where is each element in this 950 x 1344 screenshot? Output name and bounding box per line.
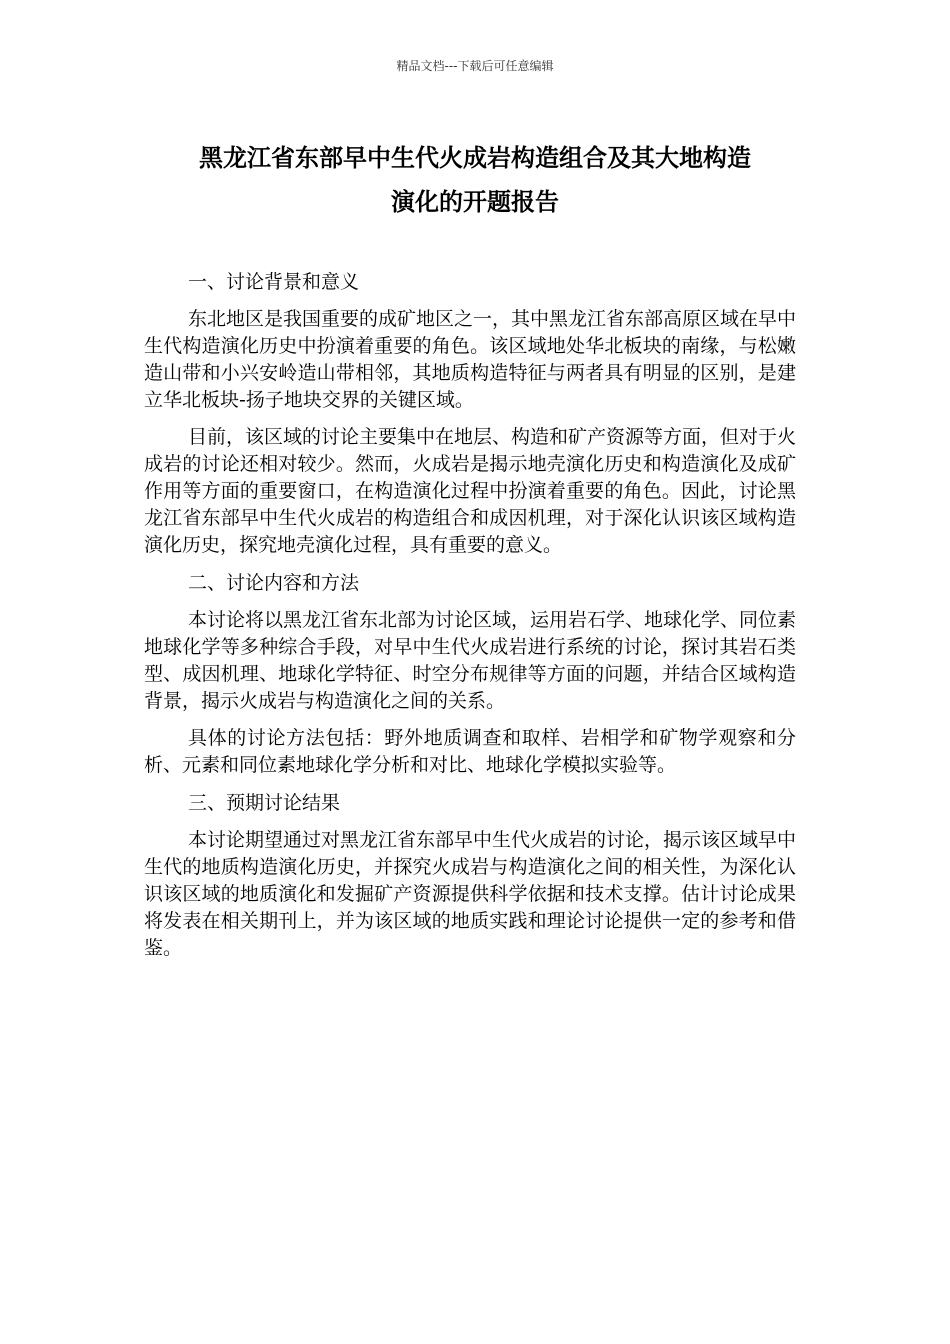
title-line-2: 演化的开题报告 — [391, 188, 559, 216]
paragraph: 东北地区是我国重要的成矿地区之一，其中黑龙江省东部高原区域在早中生代构造演化历史中扮演着重要的角色。该区域地处华北板块的南缘，与松嫩造山带和小兴安岭造山带相邻，其地质构造特征与两者具有明显的区别，是建立华北板块-扬子地块交界的关键区域。 — [144, 308, 797, 411]
header-note: 精品文档---下载后可任意编辑 — [396, 59, 554, 73]
paragraph: 具体的讨论方法包括：野外地质调查和取样、岩相学和矿物学观察和分析、元素和同位素地球化学分析和对比、地球化学模拟实验等。 — [144, 727, 796, 776]
title-line-1: 黑龙江省东部早中生代火成岩构造组合及其大地构造 — [199, 144, 751, 172]
document-title — [130, 136, 820, 224]
paragraph: 本讨论将以黑龙江省东北部为讨论区域，运用岩石学、地球化学、同位素地球化学等多种综合手段，对早中生代火成岩进行系统的讨论，探讨其岩石类型、成因机理、地球化学特征、时空分布规律等方面的问题，并结合区域构造背景，揭示火成岩与构造演化之间的关系。 — [144, 609, 797, 712]
paragraph: 本讨论期望通过对黑龙江省东部早中生代火成岩的讨论，揭示该区域早中生代的地质构造演化历史，并探究火成岩与构造演化之间的相关性，为深化认识该区域的地质演化和发掘矿产资源提供科学依据和技术支撑。估计讨论成果将发表在相关期刊上，并为该区域的地质实践和理论讨论提供一定的参考和借鉴。 — [144, 829, 797, 959]
section-heading-background: 一、讨论背景和意义 — [188, 271, 360, 293]
section-heading-content-methods: 二、讨论内容和方法 — [188, 572, 360, 594]
paragraph: 目前，该区域的讨论主要集中在地层、构造和矿产资源等方面，但对于火成岩的讨论还相对较少。然而，火成岩是揭示地壳演化历史和构造演化及成矿作用等方面的重要窗口，在构造演化过程中扮演着重要的角色。因此，讨论黑龙江省东部早中生代火成岩的构造组合和成因机理，对于深化认识该区域构造演化历史，探究地壳演化过程，具有重要的意义。 — [144, 426, 797, 556]
section-heading-expected-results: 三、预期讨论结果 — [188, 792, 341, 814]
document-body — [144, 268, 796, 972]
